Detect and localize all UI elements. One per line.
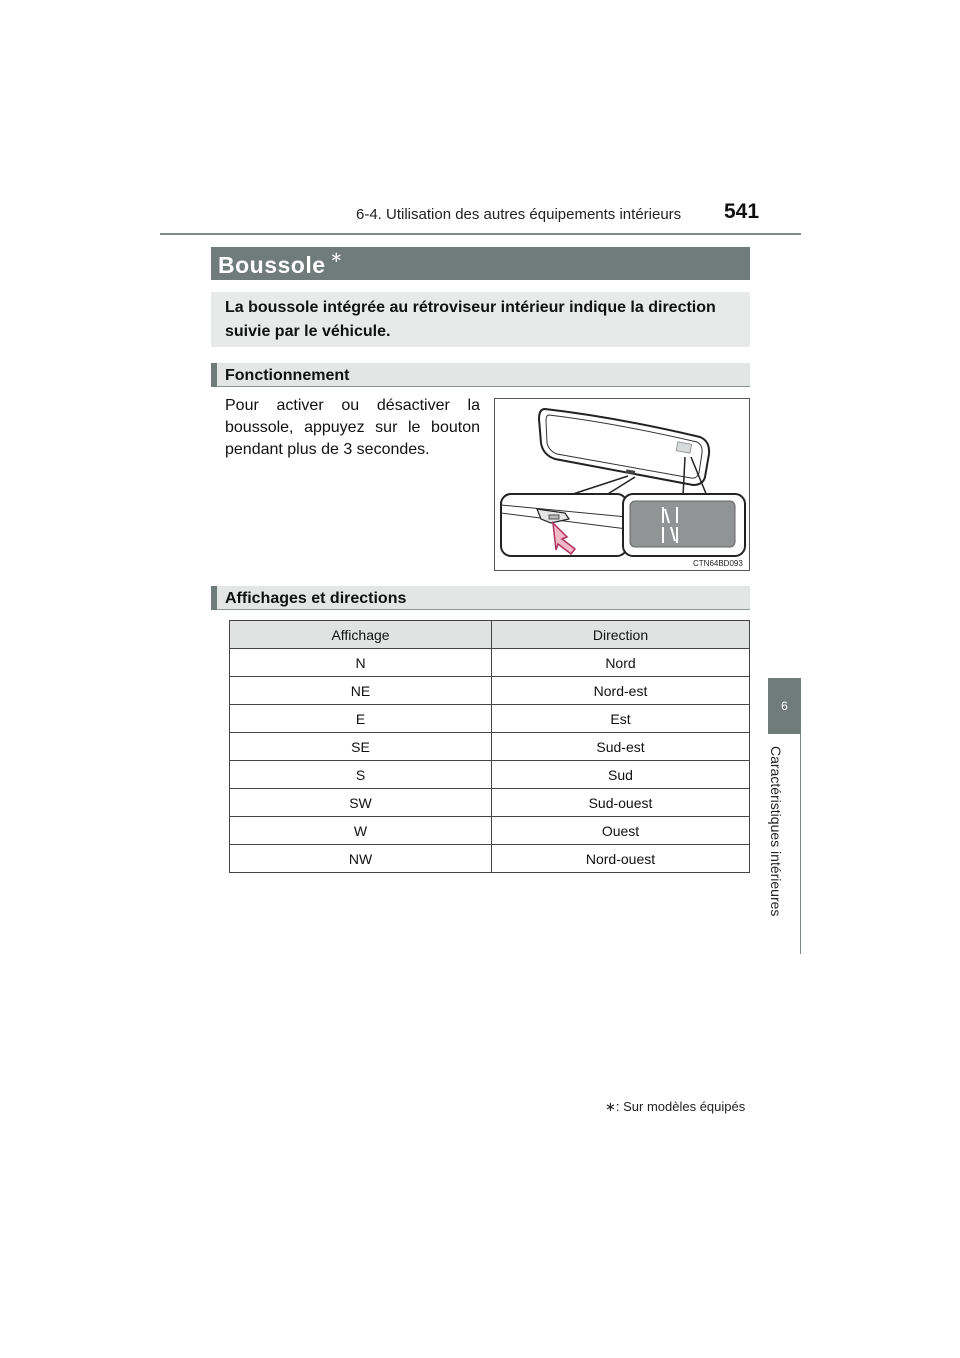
table-cell-direction: Sud-est [492,733,750,761]
table-cell-display: SE [230,733,492,761]
table-row [230,761,750,789]
title-asterisk: ∗ [330,249,343,266]
table-cell-display: S [230,761,492,789]
header-rule [160,233,801,235]
table-row [230,733,750,761]
table-cell-direction: Sud [492,761,750,789]
column-header-direction: Direction [492,621,750,649]
table-cell-direction: Nord [492,649,750,677]
intro-text: La boussole intégrée au rétroviseur intérieur indique la direction suivie par le véhicule. [225,299,716,340]
page-number: 541 [724,200,760,223]
chapter-tab [768,678,801,734]
table-header-row [230,621,750,649]
table-cell-direction: Ouest [492,817,750,845]
table-row [230,705,750,733]
subheading-marker-operation [211,363,217,387]
table-cell-display: NE [230,677,492,705]
mirror-illustration [495,399,749,570]
table-cell-display: W [230,817,492,845]
section-header: 6-4. Utilisation des autres équipements intérieurs [356,206,682,223]
footnote: ∗: Sur modèles équipés [605,1099,746,1114]
table-row [230,845,750,873]
table-row [230,677,750,705]
directions-table [229,620,750,873]
table-cell-direction: Nord-ouest [492,845,750,873]
figure-code: CTN64BD093 [693,559,743,568]
table-cell-display: N [230,649,492,677]
chapter-number: 6 [781,699,788,713]
table-row [230,649,750,677]
subheading-table: Affichages et directions [225,590,407,607]
table-row [230,817,750,845]
subheading-operation: Fonctionnement [225,367,350,384]
table-row [230,789,750,817]
operation-text: Pour activer ou désactiver la boussole, appuyez sur le bouton pendant plus de 3 secondes. [225,397,480,458]
mirror-figure [494,398,750,571]
table-cell-direction: Est [492,705,750,733]
table-cell-display: NW [230,845,492,873]
chapter-title: Caractéristiques intérieures [768,746,784,917]
table-cell-display: E [230,705,492,733]
page-title: Boussole [218,252,326,278]
chapter-rule [800,734,801,954]
column-header-display: Affichage [230,621,492,649]
table-cell-direction: Nord-est [492,677,750,705]
table-cell-direction: Sud-ouest [492,789,750,817]
subheading-marker-table [211,586,217,610]
table-cell-display: SW [230,789,492,817]
